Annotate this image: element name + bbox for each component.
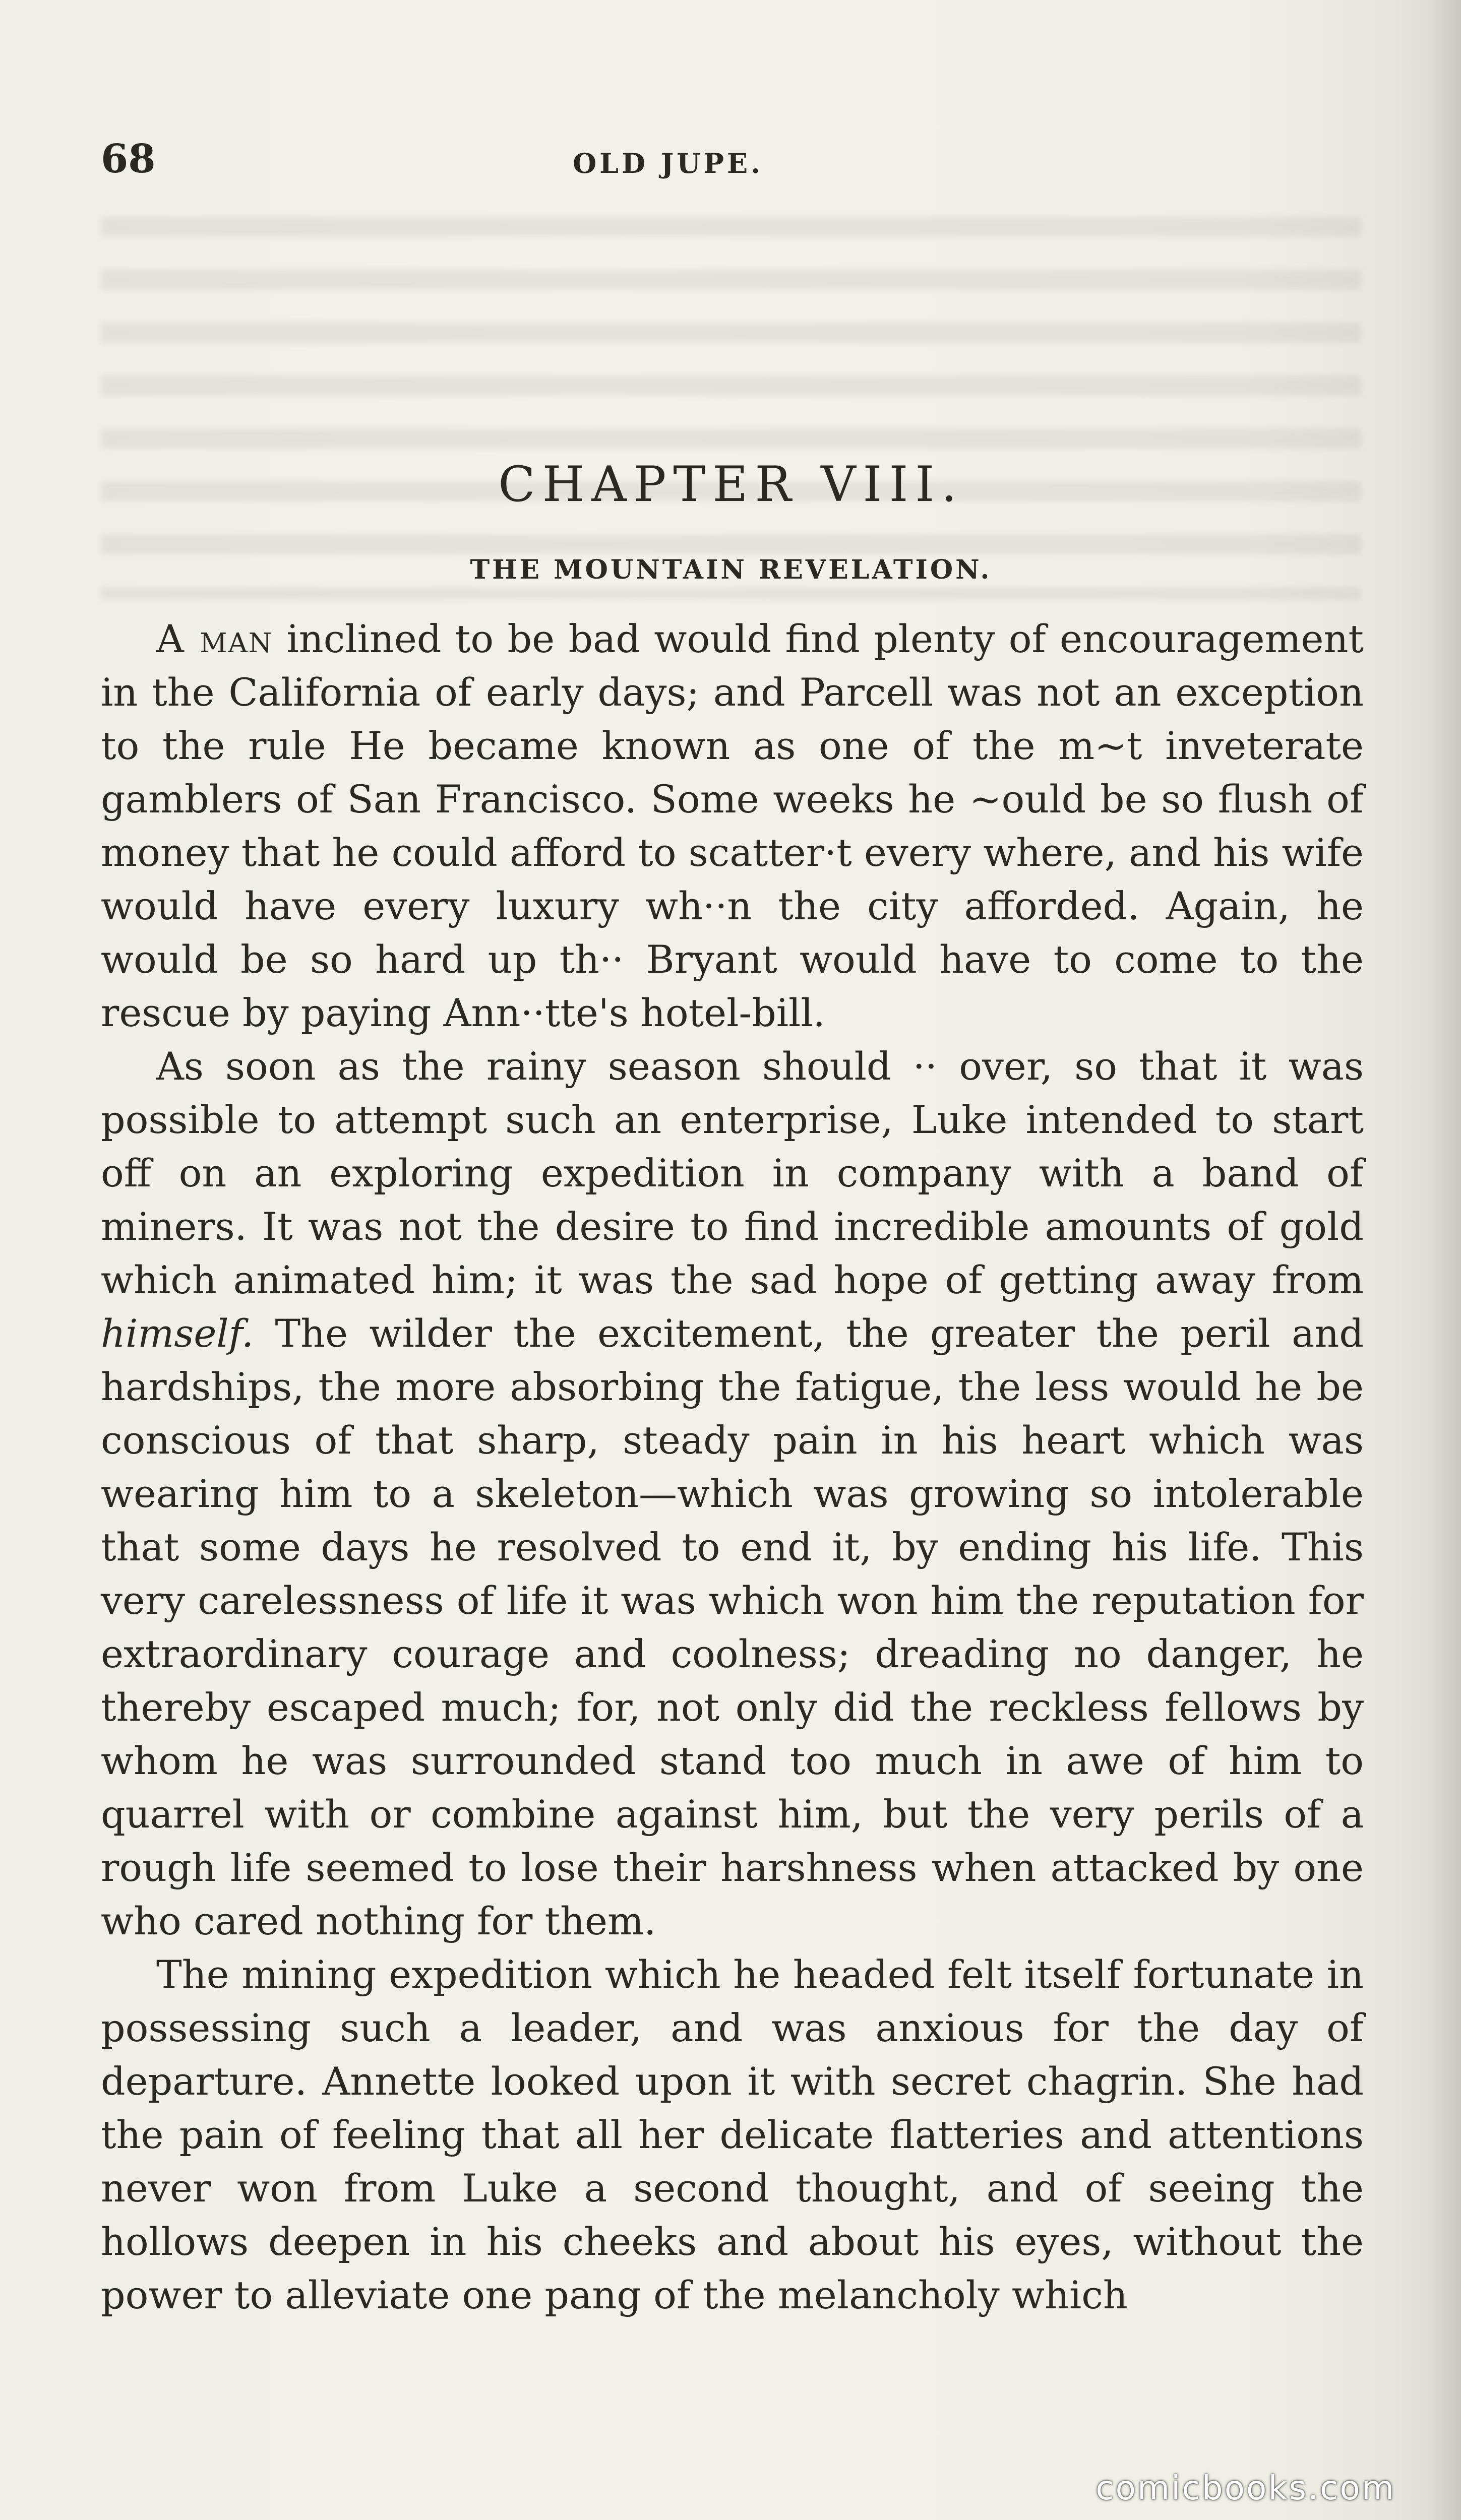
running-title: OLD JUPE.	[573, 147, 763, 179]
paragraph-text: The mining expedition which he headed felt itself fortunate in possessing such a leader, and was anxious for the day of departure. Annette looked upon it with secret chagrin. She had the pain of feeling that all her delicate flatteries and attentions never won from Luke a second thought, and of seeing the hollows deepen in his cheeks and about his eyes, without the power to alleviate one pang of the melancholy which	[101, 1952, 1364, 2317]
page-edge-shadow	[1433, 0, 1461, 2520]
page-number: 68	[101, 136, 156, 182]
chapter-title: CHAPTER VIII.	[498, 456, 964, 513]
paragraph-3	[101, 1948, 1364, 2322]
paragraph-1	[101, 612, 1364, 1040]
chapter-subtitle: THE MOUNTAIN REVELATION.	[470, 554, 992, 585]
show-through-text	[101, 217, 1361, 600]
emphasis-word: himself.	[101, 1311, 254, 1356]
paragraph-lead: A man	[156, 616, 273, 661]
paragraph-text: inclined to be bad would find plenty of encouragement in the California of early days; and Parcell was not an exception to the rule He became known as one of the m~t inveterate gamblers of San Francisco. Some weeks he ~ould be so flush of money that he could afford to scatter·t every where, and his wife would have every luxury wh··n the city afforded. Again, he would be so hard up th·· Bryant would have to come to the rescue by paying Ann··tte's hotel-bill.	[101, 616, 1364, 1035]
body-text	[101, 612, 1364, 2322]
paragraph-text-continued: The wilder the excitement, the greater the peril and hardships, the more absorbing the fatigue, the less would he be conscious of that sharp, steady pain in his heart which was wearing him to a skeleton—which was growing so intolerable that some days he resolved to end it, by ending his life. This very carelessness of life it was which won him the reputation for extraordinary courage and coolness; dreading no danger, he thereby escaped much; for, not only did the reckless fellows by whom he was surrounded stand too much in awe of him to quarrel with or combine against him, but the very perils of a rough life seemed to lose their harshness when attacked by one who cared nothing for them.	[101, 1311, 1364, 1943]
paragraph-2	[101, 1040, 1364, 1948]
paragraph-text: As soon as the rainy season should ·· over, so that it was possible to attempt such an enterprise, Luke intended to start off on an exploring expedition in company with a band of miners. It was not the desire to find incredible amounts of gold which animated him; it was the sad hope of getting away from	[101, 1044, 1364, 1302]
watermark: comicbooks.com	[1095, 2469, 1395, 2507]
page-header	[101, 136, 1361, 197]
